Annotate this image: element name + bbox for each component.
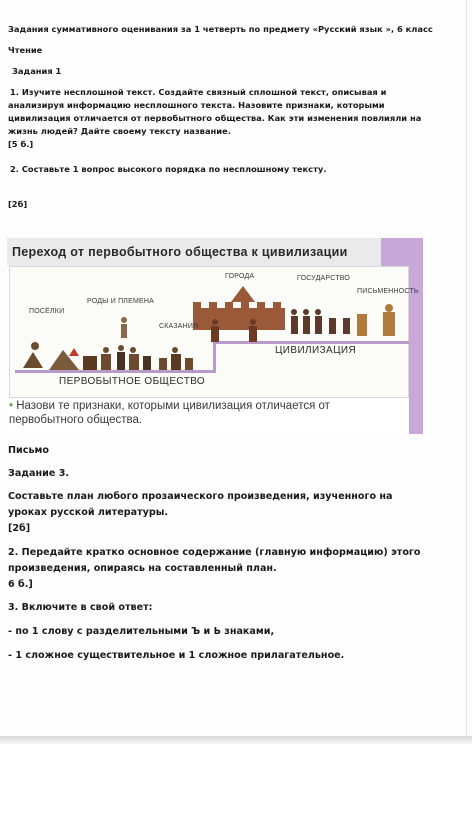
task1-line-2: анализируя информацию несплошного текста. Назовите признаки, которыми <box>8 100 385 110</box>
task2-text: 2. Составьте 1 вопрос высокого порядка по несплошному тексту. <box>10 164 327 174</box>
illustration-question <box>7 399 407 434</box>
label-goroda: ГОРОДА <box>225 273 255 280</box>
question-line-2: первобытного общества. <box>9 414 143 426</box>
civilization-illustration <box>7 238 423 434</box>
item2-points: 6 б.] <box>8 579 33 590</box>
task1-line-3: цивилизация отличается от первобытного общества. Как эти изменения повлияли на <box>8 113 422 123</box>
task3-points: [2б] <box>8 523 31 534</box>
task3-label: Задание 3. <box>8 468 70 479</box>
item3-bullet-1: - по 1 слову с разделительными Ъ и Ь знаками, <box>8 626 275 637</box>
label-rody: РОДЫ И ПЛЕМЕНА <box>87 298 154 305</box>
purple-corner <box>381 238 423 266</box>
label-pervobytnoe: ПЕРВОБЫТНОЕ ОБЩЕСТВО <box>59 376 206 387</box>
task2-points: [2б] <box>8 199 28 209</box>
task1-line-1: 1. Изучите несплошной текст. Создайте связный сплошной текст, описывая и <box>10 87 387 97</box>
worksheet-title: Задания суммативного оценивания за 1 четверть по предмету «Русский язык », 6 класс <box>8 24 433 34</box>
label-pismennost: ПИСЬМЕННОСТЬ <box>357 288 419 295</box>
task3-line-2: уроках русской литературы. <box>8 507 169 518</box>
tasks-label: Задания 1 <box>12 66 62 76</box>
writing-section-label: Письмо <box>8 445 49 456</box>
item3-text: 3. Включите в свой ответ: <box>8 602 153 613</box>
label-skazaniya: СКАЗАНИЯ <box>159 323 199 330</box>
question-line-1: • Назови те признаки, которыми цивилизация отличается от <box>9 400 330 412</box>
page-bottom-edge <box>0 736 472 744</box>
task3-line-1: Составьте план любого прозаического произведения, изученного на <box>8 491 393 502</box>
reading-section-label: Чтение <box>8 45 43 55</box>
illustration-title: Переход от первобытного общества к цивилизации <box>7 238 381 266</box>
task1-points: [5 б.] <box>8 139 34 149</box>
item2-line-2: произведения, опираясь на составленный план. <box>8 563 277 574</box>
label-gosudarstvo: ГОСУДАРСТВО <box>297 275 350 282</box>
label-tsivilizatsiya: ЦИВИЛИЗАЦИЯ <box>275 345 357 356</box>
label-poselki: ПОСЁЛКИ <box>29 308 65 315</box>
task1-line-4: жизнь людей? Дайте своему тексту название. <box>8 126 231 136</box>
item3-bullet-2: - 1 сложное существительное и 1 сложное прилагательное. <box>8 650 345 661</box>
item2-line-1: 2. Передайте кратко основное содержание (главную информацию) этого <box>8 547 421 558</box>
bullet-dot: • <box>9 400 14 412</box>
